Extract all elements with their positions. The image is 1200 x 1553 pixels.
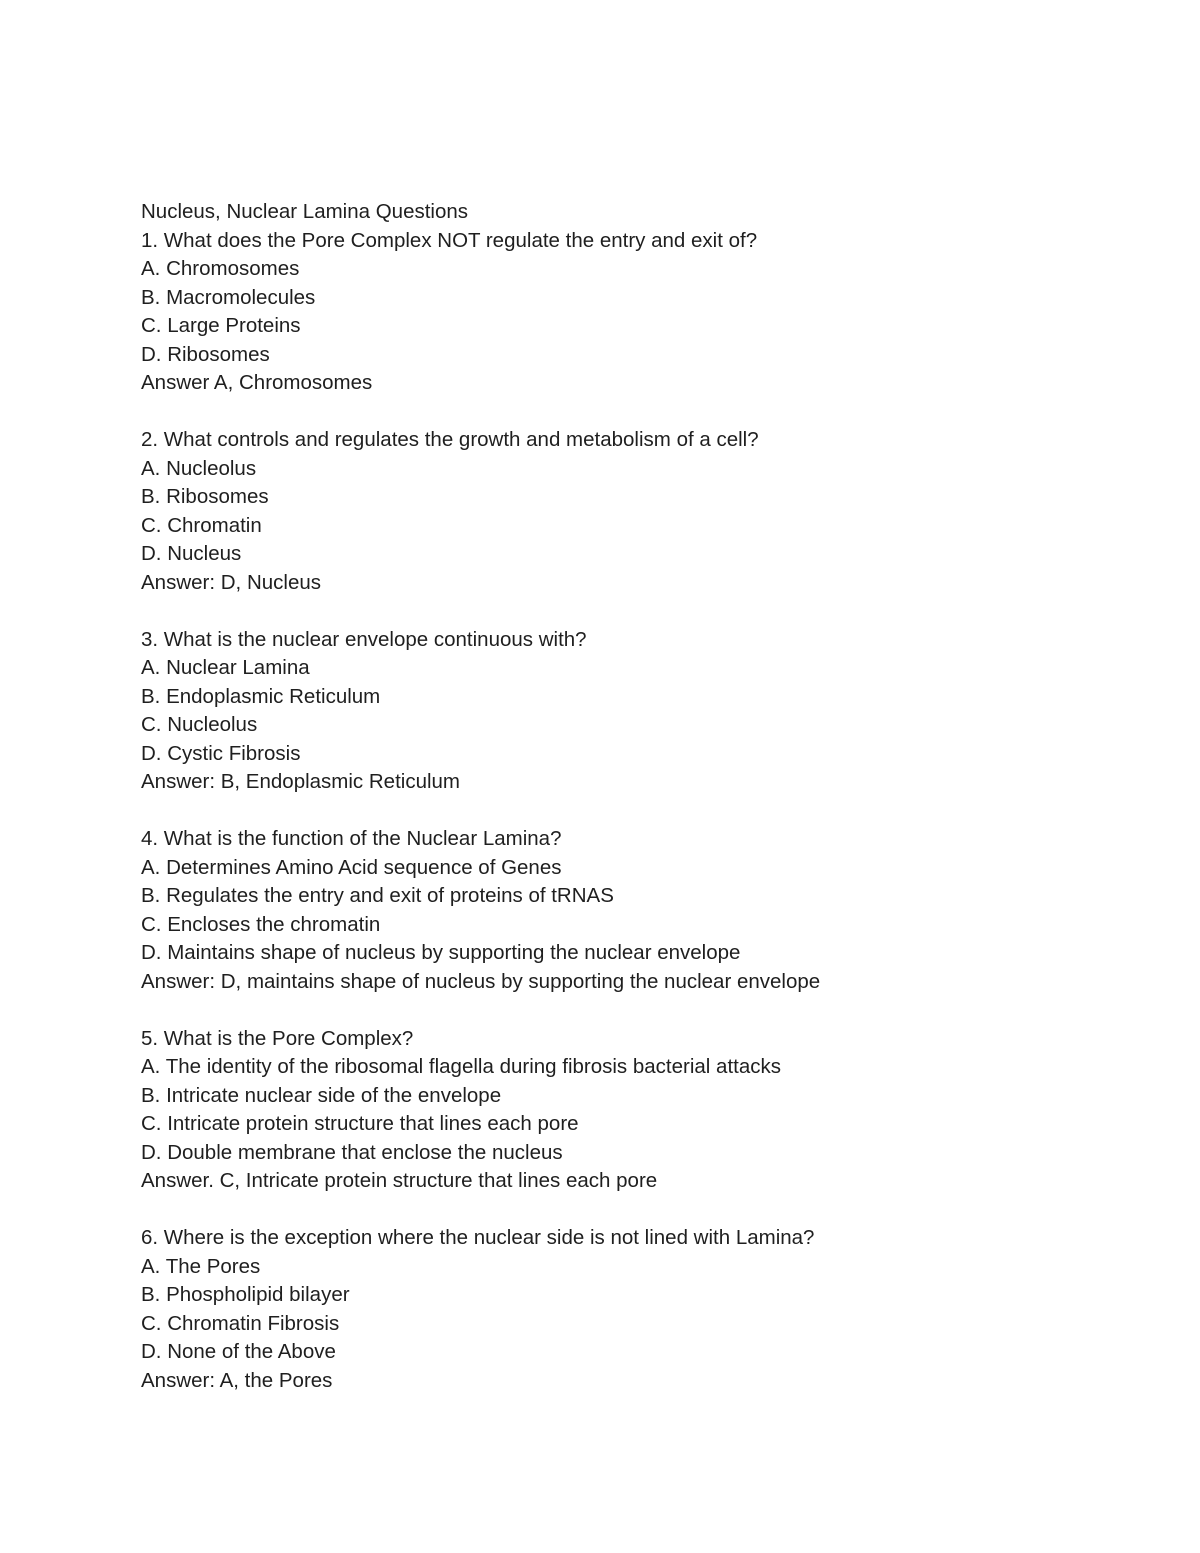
question-prompt: 4. What is the function of the Nuclear Lamina? <box>141 827 562 850</box>
option-c: C. Encloses the chromatin <box>141 912 381 936</box>
document-page <box>141 198 1141 1395</box>
option-b: B. Phospholipid bilayer <box>141 1283 350 1306</box>
question-5 <box>141 1025 1141 1196</box>
option-a: A. The identity of the ribosomal flagella during fibrosis bacterial attacks <box>141 1055 782 1078</box>
option-a: A. Chromosomes <box>141 257 300 280</box>
option-a: A. Nuclear Lamina <box>141 656 310 679</box>
question-prompt: 1. What does the Pore Complex NOT regulate the entry and exit of? <box>141 228 758 252</box>
option-d: D. Cystic Fibrosis <box>141 741 301 765</box>
question-3 <box>141 626 1141 797</box>
question-prompt: 6. Where is the exception where the nuclear side is not lined with Lamina? <box>141 1226 815 1249</box>
option-b: B. Endoplasmic Reticulum <box>141 684 381 708</box>
option-d: D. Nucleus <box>141 542 242 565</box>
option-d: D. Double membrane that enclose the nucleus <box>141 1140 563 1164</box>
option-b: B. Macromolecules <box>141 285 316 309</box>
option-c: C. Chromatin <box>141 513 262 537</box>
answer-line: Answer: A, the Pores <box>141 1368 333 1392</box>
question-2 <box>141 426 1141 597</box>
option-c: C. Chromatin Fibrosis <box>141 1311 340 1335</box>
answer-line: Answer: B, Endoplasmic Reticulum <box>141 770 461 793</box>
blank-line <box>141 797 1141 826</box>
option-d: D. Maintains shape of nucleus by supporting the nuclear envelope <box>141 941 741 964</box>
option-a: A. Nucleolus <box>141 456 257 480</box>
option-c: C. Large Proteins <box>141 314 301 337</box>
option-a: A. Determines Amino Acid sequence of Genes <box>141 855 562 879</box>
question-1 <box>141 227 1141 398</box>
question-prompt: 5. What is the Pore Complex? <box>141 1026 414 1050</box>
option-b: B. Intricate nuclear side of the envelope <box>141 1083 502 1107</box>
blank-line <box>141 597 1141 626</box>
answer-line: Answer: D, maintains shape of nucleus by supporting the nuclear envelope <box>141 969 821 993</box>
answer-line: Answer A, Chromosomes <box>141 371 373 394</box>
option-a: A. The Pores <box>141 1254 261 1278</box>
question-prompt: 2. What controls and regulates the growth and metabolism of a cell? <box>141 428 759 451</box>
answer-line: Answer: D, Nucleus <box>141 570 322 594</box>
question-prompt: 3. What is the nuclear envelope continuous with? <box>141 627 587 651</box>
document-title: Nucleus, Nuclear Lamina Questions <box>141 200 469 223</box>
question-6 <box>141 1224 1141 1395</box>
answer-line: Answer. C, Intricate protein structure that lines each pore <box>141 1169 658 1192</box>
option-d: D. None of the Above <box>141 1340 336 1363</box>
option-d: D. Ribosomes <box>141 342 270 366</box>
question-4 <box>141 825 1141 996</box>
option-b: B. Regulates the entry and exit of proteins of tRNAS <box>141 884 614 907</box>
option-c: C. Nucleolus <box>141 713 258 736</box>
option-c: C. Intricate protein structure that lines each pore <box>141 1112 579 1135</box>
blank-line <box>141 996 1141 1025</box>
blank-line <box>141 398 1141 427</box>
blank-line <box>141 1196 1141 1225</box>
option-b: B. Ribosomes <box>141 485 269 508</box>
